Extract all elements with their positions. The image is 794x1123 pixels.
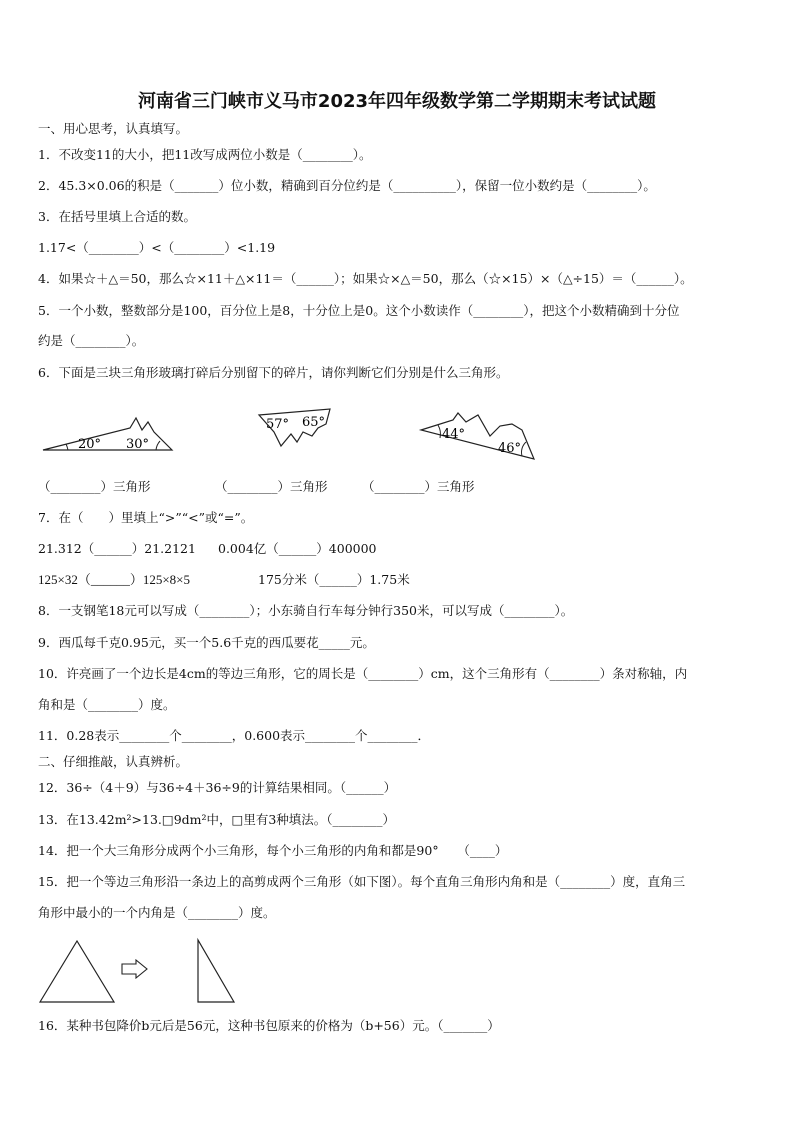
question-7-item-4: 175分米（______）1.75米 <box>258 572 410 587</box>
glass-fragment-1 <box>38 408 178 454</box>
question-13: 13．在13.42m²>13.□9dm²中，□里有3种填法。（________） <box>38 812 396 827</box>
glass-fragment-2 <box>256 406 336 450</box>
question-7-item-2: 0.004亿（______）400000 <box>218 541 377 556</box>
page-title: 河南省三门峡市义马市2023年四年级数学第二学期期末考试试题 <box>137 91 657 112</box>
question-8: 8．一支钢笔18元可以写成（________）；小东骑自行车每分钟行350米，可以写成（________）。 <box>38 603 574 618</box>
question-5-line-1: 5．一个小数，整数部分是100，百分位上是8，十分位上是0。这个小数读作（________），把这个小数精确到十分位 <box>38 303 680 318</box>
angle-label: 30° <box>126 437 150 452</box>
question-10-line-1: 10．许亮画了一个边长是4cm的等边三角形，它的周长是（________）cm，这个三角形有（________）条对称轴，内 <box>38 666 688 681</box>
section-heading-2: 二、仔细推敲，认真辨析。 <box>38 754 189 769</box>
question-6: 6．下面是三块三角形玻璃打碎后分别留下的碎片，请你判断它们分别是什么三角形。 <box>38 365 509 380</box>
question-10-line-2: 角和是（________）度。 <box>38 697 176 712</box>
angle-label: 65° <box>302 415 326 430</box>
question-12: 12．36÷（4＋9）与36÷4＋36÷9的计算结果相同。（______） <box>38 780 397 795</box>
q6-answer-blank-2[interactable]: （________）三角形 <box>215 479 328 494</box>
question-1: 1．不改变11的大小，把11改写成两位小数是（________）。 <box>38 147 372 162</box>
question-15-line-1: 15．把一个等边三角形沿一条边上的高剪成两个三角形（如下图）。每个直角三角形内角和是（________）度，直角三 <box>38 874 686 889</box>
question-15-line-2: 角形中最小的一个内角是（________）度。 <box>38 905 276 920</box>
angle-label: 20° <box>78 437 102 452</box>
question-4: 4．如果☆＋△＝50，那么☆×11＋△×11＝（______）；如果☆×△＝50，那么（☆×15）×（△÷15）＝（______）。 <box>38 271 693 286</box>
question-9: 9．西瓜每千克0.95元，买一个5.6千克的西瓜要花_____元。 <box>38 635 375 650</box>
question-3: 3．在括号里填上合适的数。 <box>38 209 196 224</box>
question-11: 11．0.28表示________个________，0.600表示________个________． <box>38 728 431 743</box>
question-16: 16．某种书包降价b元后是56元，这种书包原来的价格为（b+56）元。（_______） <box>38 1018 500 1033</box>
triangle-cut-diagram <box>36 936 246 1006</box>
section-heading-1: 一、用心思考，认真填写。 <box>38 121 189 136</box>
question-5-line-2: 约是（________）。 <box>38 333 145 348</box>
angle-label: 57° <box>266 417 290 432</box>
question-7-item-1: 21.312（______）21.2121 <box>38 541 196 556</box>
equilateral-triangle <box>40 941 114 1002</box>
q6-answer-blank-1[interactable]: （________）三角形 <box>38 479 151 494</box>
right-arrow-icon <box>122 960 147 978</box>
question-3-line: 1.17<（________）<（________）<1.19 <box>38 240 276 255</box>
glass-fragment-3 <box>418 408 538 464</box>
question-7-item-3: 125×32（______）125×8×5 <box>38 572 190 587</box>
angle-label: 46° <box>498 441 522 456</box>
right-triangle <box>198 940 234 1002</box>
question-7: 7．在（ ）里填上“>”“<”或“=”。 <box>38 510 254 525</box>
q6-answer-blank-3[interactable]: （________）三角形 <box>362 479 475 494</box>
question-14: 14．把一个大三角形分成两个小三角形，每个小三角形的内角和都是90° （____） <box>38 843 508 858</box>
question-2: 2．45.3×0.06的积是（_______）位小数，精确到百分位约是（__________），保留一位小数约是（________）。 <box>38 178 656 193</box>
angle-label: 44° <box>442 427 466 442</box>
